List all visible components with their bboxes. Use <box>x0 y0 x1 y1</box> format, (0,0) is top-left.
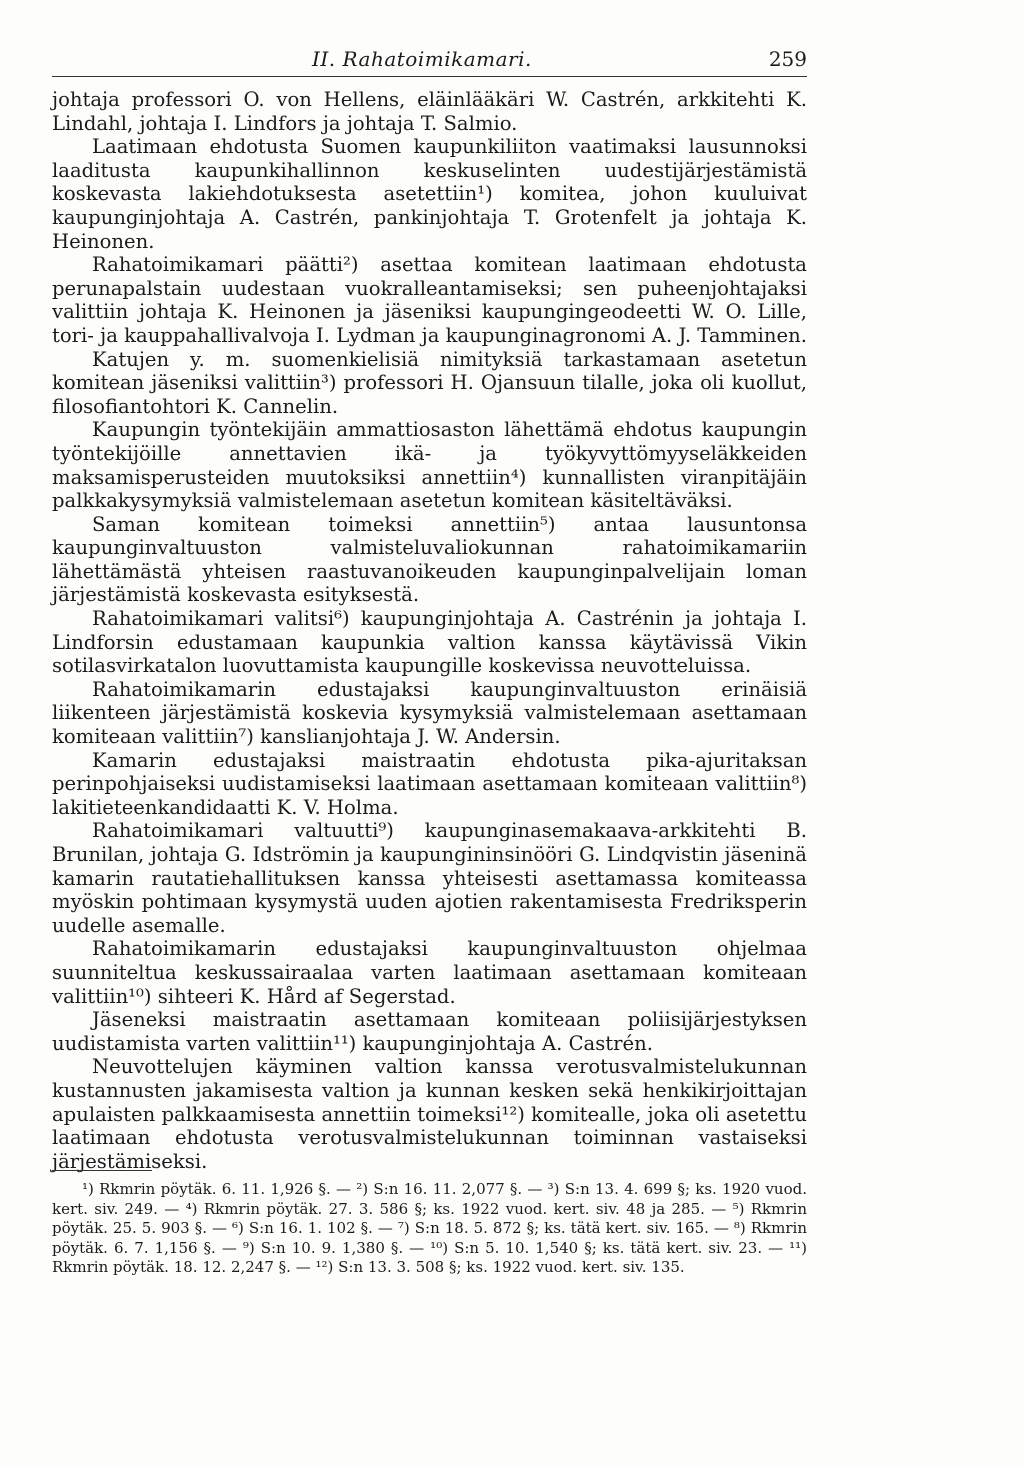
paragraph: Kaupungin työntekijäin ammattiosaston lähettämä ehdotus kaupungin työntekijöille annettavien ikä- ja työkyvyttömyyseläkkeiden maksamisperusteiden muutoksiksi annettiin⁴) kunnallisten viranpitäjäin palkkakysymyksiä valmistelemaan asetetun komitean käsiteltäväksi. <box>52 418 807 513</box>
running-header <box>52 45 807 75</box>
paragraph: Saman komitean toimeksi annettiin⁵) antaa lausuntonsa kaupunginvaltuuston valmisteluvaliokunnan rahatoimikamariin lähettämästä yhteisen raastuvanoikeuden kaupunginpalvelijain loman järjestämistä koskevasta esityksestä. <box>52 512 807 607</box>
paragraph: Neuvottelujen käyminen valtion kanssa verotusvalmistelukunnan kustannusten jakamisesta valtion ja kunnan kesken sekä henkikirjoittajan apulaisten palkkaamisesta annettiin toimeksi¹²) komitealle, joka oli asetettu laatimaan ehdotusta verotusvalmistelukunnan toiminnan vastaiseksi järjestämiseksi. <box>52 1055 807 1173</box>
paragraph: johtaja professori O. von Hellens, eläinlääkäri W. Castrén, arkkitehti K. Lindahl, johtaja I. Lindfors ja johtaja T. Salmio. <box>52 88 807 135</box>
paragraph: Rahatoimikamari valitsi⁶) kaupunginjohtaja A. Castrénin ja johtaja I. Lindforsin edustamaan kaupunkia valtion kanssa käytävissä Vikin sotilasvirkatalon luovuttamista kaupungille koskevissa neuvotteluissa. <box>52 607 807 678</box>
paragraph: Jäseneksi maistraatin asettamaan komiteaan poliisijärjestyksen uudistamista varten valittiin¹¹) kaupunginjohtaja A. Castrén. <box>52 1008 807 1055</box>
paragraph: Kamarin edustajaksi maistraatin ehdotusta pika-ajuritaksan perinpohjaiseksi uudistamiseksi laatimaan asettamaan komiteaan valittiin⁸) lakitieteenkandidaatti K. V. Holma. <box>52 748 807 819</box>
page-number: 259 <box>768 47 807 71</box>
footnote-text: ¹) Rkmrin pöytäk. 6. 11. 1,926 §. — ²) S:n 16. 11. 2,077 §. — ³) S:n 13. 4. 699 §; ks. 1920 vuod. kert. siv. 249. — ⁴) Rkmrin pöytäk. 27. 3. 586 §; ks. 1922 vuod. kert. siv. 48 ja 285. — ⁵) Rkmrin pöytäk. 25. 5. 903 §. — ⁶) S:n 16. 1. 102 §. — ⁷) S:n 18. 5. 872 §; ks. tätä kert. siv. 165. — ⁸) Rkmrin pöytäk. 6. 7. 1,156 §. — ⁹) S:n 10. 9. 1,380 §. — ¹⁰) S:n 5. 10. 1,540 §; ks. tätä kert. siv. 23. — ¹¹) Rkmrin pöytäk. 18. 12. 2,247 §. — ¹²) S:n 13. 3. 508 §; ks. 1922 vuod. kert. siv. 135. <box>52 1180 807 1277</box>
body-text <box>52 88 807 1173</box>
paragraph: Rahatoimikamari valtuutti⁹) kaupunginasemakaava-arkkitehti B. Brunilan, johtaja G. Idströmin ja kaupungininsinööri G. Lindqvistin jäseninä kamarin rautatiehallituksen kanssa yhteisesti asettamassa komiteassa myöskin pohtimaan kysymystä uuden ajotien rakentamisesta Fredriksperin uudelle asemalle. <box>52 819 807 937</box>
paragraph: Rahatoimikamari päätti²) asettaa komitean laatimaan ehdotusta perunapalstain uudestaan vuokralleantamiseksi; sen puheenjohtajaksi valittiin johtaja K. Heinonen ja jäseniksi kaupungingeodeetti W. O. Lille, tori- ja kauppahallivalvoja I. Lydman ja kaupunginagronomi A. J. Tamminen. <box>52 253 807 347</box>
header-rule <box>52 76 807 77</box>
chapter-title: II. Rahatoimikamari. <box>312 47 532 71</box>
paragraph: Rahatoimikamarin edustajaksi kaupunginvaltuuston erinäisiä liikenteen järjestämistä koskevia kysymyksiä valmistelemaan asettamaan komiteaan valittiin⁷) kanslianjohtaja J. W. Andersin. <box>52 677 807 749</box>
footnote-rule <box>52 1170 152 1171</box>
paragraph: Laatimaan ehdotusta Suomen kaupunkiliiton vaatimaksi lausunnoksi laaditusta kaupunkihallinnon keskuselinten uudestijärjestämistä koskevasta lakiehdotuksesta asetettiin¹) komitea, johon kuuluivat kaupunginjohtaja A. Castrén, pankinjohtaja T. Grotenfelt ja johtaja K. Heinonen. <box>52 135 807 253</box>
paragraph: Rahatoimikamarin edustajaksi kaupunginvaltuuston ohjelmaa suunniteltua keskussairaalaa varten laatimaan asettamaan komiteaan valittiin¹⁰) sihteeri K. Hård af Segerstad. <box>52 937 807 1008</box>
footnotes <box>52 1180 807 1278</box>
paragraph: Katujen y. m. suomenkielisiä nimityksiä tarkastamaan asetetun komitean jäseniksi valittiin³) professori H. Ojansuun tilalle, joka oli kuollut, filosofiantohtori K. Cannelin. <box>52 347 807 418</box>
